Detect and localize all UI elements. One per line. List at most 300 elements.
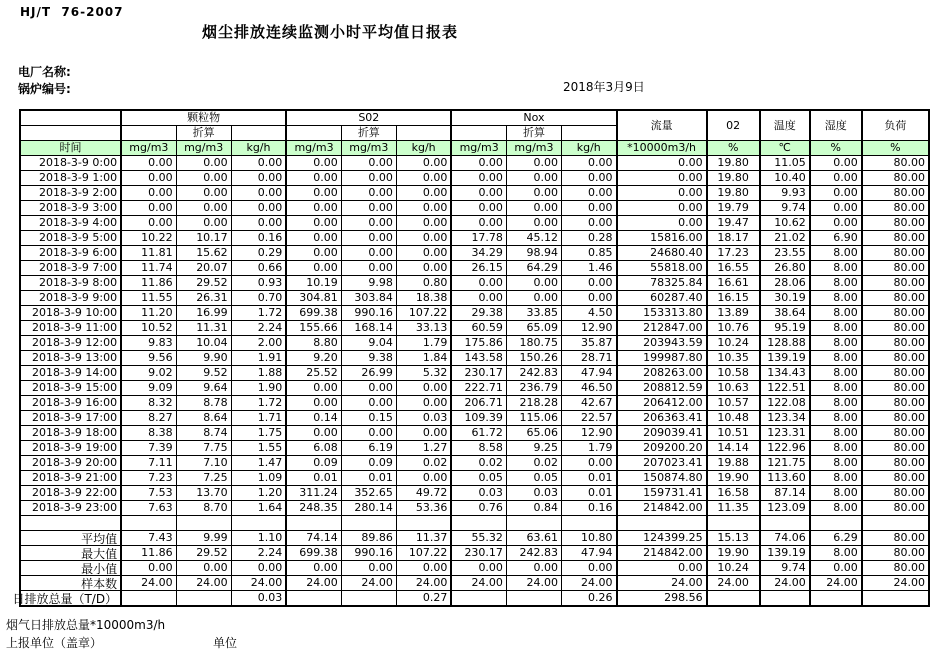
value-cell: 311.24	[286, 486, 341, 501]
value-cell: 0.80	[396, 276, 451, 291]
value-cell: 80.00	[862, 156, 929, 171]
value-cell: 1.09	[231, 471, 286, 486]
value-cell: 25.52	[286, 366, 341, 381]
value-cell: 8.78	[176, 396, 231, 411]
table-row	[20, 351, 929, 366]
summary-row	[20, 576, 929, 591]
value-cell: 95.19	[760, 321, 810, 336]
value-cell: 0.00	[341, 561, 396, 576]
value-cell: 9.04	[341, 336, 396, 351]
value-cell: 24.00	[561, 576, 616, 591]
table-row	[20, 306, 929, 321]
time-cell: 2018-3-9 0:00	[20, 156, 121, 171]
value-cell	[286, 591, 341, 607]
time-cell: 2018-3-9 4:00	[20, 216, 121, 231]
value-cell: 24.00	[451, 576, 506, 591]
value-cell: 26.31	[176, 291, 231, 306]
empty-header-cell	[451, 126, 506, 141]
value-cell: 1.91	[231, 351, 286, 366]
value-cell: 26.15	[451, 261, 506, 276]
value-cell: 63.61	[506, 531, 561, 546]
value-cell: 0.00	[506, 561, 561, 576]
unit-cell: mg/m3	[286, 141, 341, 156]
value-cell: 0.00	[396, 426, 451, 441]
value-cell: 9.93	[760, 186, 810, 201]
value-cell: 208812.59	[617, 381, 707, 396]
value-cell: 109.39	[451, 411, 506, 426]
empty-header-cell	[121, 126, 176, 141]
value-cell: 0.00	[341, 156, 396, 171]
value-cell: 10.57	[707, 396, 760, 411]
value-cell: 10.40	[760, 171, 810, 186]
value-cell: 0.00	[286, 426, 341, 441]
value-cell: 212847.00	[617, 321, 707, 336]
group-header-nox: Nox	[451, 110, 616, 126]
value-cell: 0.00	[286, 231, 341, 246]
value-cell: 29.52	[176, 276, 231, 291]
value-cell: 0.03	[506, 486, 561, 501]
summary-row-label: 最小值	[20, 561, 121, 576]
value-cell: 1.72	[231, 306, 286, 321]
value-cell: 280.14	[341, 501, 396, 516]
time-cell: 2018-3-9 1:00	[20, 171, 121, 186]
value-cell: 1.71	[231, 411, 286, 426]
empty-cell	[20, 516, 121, 531]
value-cell: 139.19	[760, 351, 810, 366]
value-cell: 0.93	[231, 276, 286, 291]
column-header-load: 负荷	[862, 110, 929, 141]
value-cell: 139.19	[760, 546, 810, 561]
value-cell: 47.94	[561, 366, 616, 381]
empty-cell	[810, 516, 862, 531]
value-cell: 122.96	[760, 441, 810, 456]
group-header-so2: S02	[286, 110, 451, 126]
unit-cell: kg/h	[231, 141, 286, 156]
time-column-header: 时间	[20, 141, 121, 156]
value-cell: 8.00	[810, 336, 862, 351]
value-cell: 9.02	[121, 366, 176, 381]
value-cell: 10.80	[561, 531, 616, 546]
value-cell: 9.38	[341, 351, 396, 366]
value-cell: 80.00	[862, 246, 929, 261]
value-cell: 0.00	[561, 276, 616, 291]
value-cell: 123.34	[760, 411, 810, 426]
value-cell: 699.38	[286, 546, 341, 561]
value-cell: 0.00	[176, 171, 231, 186]
empty-cell	[341, 516, 396, 531]
empty-cell	[121, 516, 176, 531]
empty-cell	[286, 516, 341, 531]
value-cell: 10.24	[707, 336, 760, 351]
summary-row-label: 样本数	[20, 576, 121, 591]
value-cell: 0.00	[506, 171, 561, 186]
value-cell: 0.85	[561, 246, 616, 261]
value-cell: 242.83	[506, 546, 561, 561]
value-cell: 0.00	[231, 171, 286, 186]
value-cell: 0.00	[396, 186, 451, 201]
value-cell: 9.25	[506, 441, 561, 456]
value-cell: 80.00	[862, 231, 929, 246]
value-cell: 0.00	[396, 246, 451, 261]
value-cell: 8.58	[451, 441, 506, 456]
table-row	[20, 291, 929, 306]
subheader-converted: 折算	[341, 126, 396, 141]
value-cell: 0.00	[810, 186, 862, 201]
summary-row-label: 最大值	[20, 546, 121, 561]
table-row	[20, 246, 929, 261]
value-cell: 8.00	[810, 366, 862, 381]
value-cell: 80.00	[862, 501, 929, 516]
value-cell: 9.20	[286, 351, 341, 366]
value-cell: 8.00	[810, 276, 862, 291]
unit-cell: kg/h	[396, 141, 451, 156]
value-cell: 6.08	[286, 441, 341, 456]
value-cell: 53.36	[396, 501, 451, 516]
value-cell: 0.00	[396, 261, 451, 276]
value-cell: 0.00	[561, 201, 616, 216]
value-cell: 0.27	[396, 591, 451, 607]
value-cell: 0.01	[286, 471, 341, 486]
value-cell: 10.58	[707, 366, 760, 381]
value-cell: 11.74	[121, 261, 176, 276]
value-cell: 42.67	[561, 396, 616, 411]
value-cell: 0.00	[231, 561, 286, 576]
value-cell: 0.05	[506, 471, 561, 486]
value-cell: 24.00	[506, 576, 561, 591]
table-row	[20, 486, 929, 501]
value-cell: 26.80	[760, 261, 810, 276]
value-cell: 24.00	[231, 576, 286, 591]
value-cell: 0.00	[396, 561, 451, 576]
value-cell: 24.00	[862, 576, 929, 591]
value-cell: 0.00	[286, 246, 341, 261]
value-cell: 0.00	[121, 171, 176, 186]
value-cell: 209200.20	[617, 441, 707, 456]
value-cell: 10.48	[707, 411, 760, 426]
value-cell: 8.00	[810, 441, 862, 456]
table-row	[20, 231, 929, 246]
value-cell: 990.16	[341, 306, 396, 321]
value-cell: 0.00	[121, 216, 176, 231]
value-cell: 8.00	[810, 381, 862, 396]
value-cell: 34.29	[451, 246, 506, 261]
value-cell: 0.00	[506, 276, 561, 291]
value-cell: 7.10	[176, 456, 231, 471]
value-cell: 0.70	[231, 291, 286, 306]
value-cell: 0.00	[286, 216, 341, 231]
value-cell: 0.00	[341, 216, 396, 231]
value-cell: 0.00	[286, 156, 341, 171]
value-cell: 80.00	[862, 441, 929, 456]
value-cell: 80.00	[862, 351, 929, 366]
unit-cell: mg/m3	[451, 141, 506, 156]
value-cell: 0.16	[561, 501, 616, 516]
value-cell: 206.71	[451, 396, 506, 411]
value-cell: 8.27	[121, 411, 176, 426]
value-cell: 175.86	[451, 336, 506, 351]
value-cell: 8.64	[176, 411, 231, 426]
report-table	[12, 109, 930, 607]
value-cell: 80.00	[862, 201, 929, 216]
table-row	[20, 366, 929, 381]
value-cell: 124399.25	[617, 531, 707, 546]
value-cell: 61.72	[451, 426, 506, 441]
value-cell: 159731.41	[617, 486, 707, 501]
value-cell	[760, 591, 810, 607]
value-cell: 8.00	[810, 291, 862, 306]
value-cell: 0.00	[561, 216, 616, 231]
value-cell: 990.16	[341, 546, 396, 561]
value-cell: 0.09	[286, 456, 341, 471]
value-cell: 0.16	[231, 231, 286, 246]
value-cell: 0.00	[396, 171, 451, 186]
value-cell: 1.79	[561, 441, 616, 456]
value-cell: 0.00	[341, 186, 396, 201]
value-cell: 214842.00	[617, 501, 707, 516]
value-cell: 6.29	[810, 531, 862, 546]
value-cell: 80.00	[862, 366, 929, 381]
value-cell: 128.88	[760, 336, 810, 351]
table-row	[20, 186, 929, 201]
value-cell: 0.00	[121, 561, 176, 576]
value-cell: 8.80	[286, 336, 341, 351]
unit-cell: %	[862, 141, 929, 156]
table-row	[20, 456, 929, 471]
value-cell: 7.25	[176, 471, 231, 486]
value-cell: 0.00	[286, 561, 341, 576]
value-cell: 80.00	[862, 276, 929, 291]
value-cell: 8.00	[810, 306, 862, 321]
value-cell: 0.00	[561, 456, 616, 471]
value-cell: 121.75	[760, 456, 810, 471]
unit-cell: kg/h	[561, 141, 616, 156]
value-cell: 122.51	[760, 381, 810, 396]
empty-cell	[561, 516, 616, 531]
value-cell: 10.63	[707, 381, 760, 396]
value-cell: 0.00	[176, 561, 231, 576]
value-cell: 153313.80	[617, 306, 707, 321]
value-cell: 8.00	[810, 501, 862, 516]
value-cell: 80.00	[862, 186, 929, 201]
unit-cell: mg/m3	[121, 141, 176, 156]
value-cell: 0.00	[451, 291, 506, 306]
value-cell: 15816.00	[617, 231, 707, 246]
value-cell: 19.90	[707, 471, 760, 486]
reporting-unit-label: 上报单位（盖章）	[6, 636, 103, 650]
value-cell: 24.00	[396, 576, 451, 591]
value-cell: 13.89	[707, 306, 760, 321]
value-cell: 80.00	[862, 471, 929, 486]
value-cell: 107.22	[396, 306, 451, 321]
value-cell: 0.02	[506, 456, 561, 471]
value-cell: 10.52	[121, 321, 176, 336]
value-cell: 74.14	[286, 531, 341, 546]
value-cell	[810, 591, 862, 607]
value-cell: 9.74	[760, 201, 810, 216]
unit-label: 单位	[213, 636, 238, 650]
time-cell: 2018-3-9 5:00	[20, 231, 121, 246]
value-cell: 0.00	[810, 216, 862, 231]
value-cell: 0.76	[451, 501, 506, 516]
plant-name-label: 电厂名称:	[18, 65, 71, 79]
value-cell: 24.00	[121, 576, 176, 591]
time-cell: 2018-3-9 7:00	[20, 261, 121, 276]
empty-header-cell	[20, 110, 121, 126]
time-cell: 2018-3-9 13:00	[20, 351, 121, 366]
value-cell: 17.23	[707, 246, 760, 261]
empty-cell	[506, 516, 561, 531]
value-cell: 0.00	[341, 171, 396, 186]
value-cell: 9.74	[760, 561, 810, 576]
time-cell: 2018-3-9 22:00	[20, 486, 121, 501]
value-cell: 7.23	[121, 471, 176, 486]
value-cell: 0.84	[506, 501, 561, 516]
value-cell: 80.00	[862, 546, 929, 561]
value-cell: 0.00	[396, 201, 451, 216]
standard-code: HJ/T 76-2007	[20, 5, 124, 19]
value-cell: 80.00	[862, 531, 929, 546]
value-cell: 80.00	[862, 171, 929, 186]
time-cell: 2018-3-9 11:00	[20, 321, 121, 336]
value-cell: 207023.41	[617, 456, 707, 471]
time-cell: 2018-3-9 6:00	[20, 246, 121, 261]
value-cell: 14.14	[707, 441, 760, 456]
value-cell: 30.19	[760, 291, 810, 306]
value-cell: 19.90	[707, 546, 760, 561]
value-cell: 0.00	[231, 216, 286, 231]
empty-header-cell	[286, 126, 341, 141]
value-cell: 1.90	[231, 381, 286, 396]
value-cell: 16.58	[707, 486, 760, 501]
value-cell: 0.00	[810, 171, 862, 186]
value-cell: 168.14	[341, 321, 396, 336]
value-cell: 26.99	[341, 366, 396, 381]
value-cell: 0.26	[561, 591, 616, 607]
table-row	[20, 171, 929, 186]
value-cell: 9.99	[176, 531, 231, 546]
value-cell: 28.71	[561, 351, 616, 366]
value-cell: 180.75	[506, 336, 561, 351]
column-header-humidity: 湿度	[810, 110, 862, 141]
value-cell: 80.00	[862, 426, 929, 441]
value-cell: 38.64	[760, 306, 810, 321]
value-cell: 203943.59	[617, 336, 707, 351]
value-cell: 352.65	[341, 486, 396, 501]
table-row	[20, 156, 929, 171]
table-row	[20, 381, 929, 396]
value-cell: 122.08	[760, 396, 810, 411]
value-cell: 143.58	[451, 351, 506, 366]
unit-cell: %	[707, 141, 760, 156]
value-cell	[176, 591, 231, 607]
time-cell: 2018-3-9 10:00	[20, 306, 121, 321]
value-cell: 0.00	[506, 156, 561, 171]
value-cell: 218.28	[506, 396, 561, 411]
empty-header-cell	[231, 126, 286, 141]
value-cell: 206363.41	[617, 411, 707, 426]
value-cell: 9.83	[121, 336, 176, 351]
value-cell: 7.75	[176, 441, 231, 456]
value-cell: 134.43	[760, 366, 810, 381]
value-cell: 11.86	[121, 276, 176, 291]
value-cell: 47.94	[561, 546, 616, 561]
value-cell: 8.00	[810, 321, 862, 336]
empty-cell	[231, 516, 286, 531]
value-cell: 1.46	[561, 261, 616, 276]
value-cell: 0.00	[506, 216, 561, 231]
value-cell: 19.79	[707, 201, 760, 216]
value-cell: 35.87	[561, 336, 616, 351]
value-cell: 248.35	[286, 501, 341, 516]
value-cell: 18.38	[396, 291, 451, 306]
value-cell: 19.80	[707, 156, 760, 171]
value-cell: 0.01	[561, 471, 616, 486]
value-cell: 0.00	[286, 171, 341, 186]
value-cell: 11.05	[760, 156, 810, 171]
empty-header-cell	[561, 126, 616, 141]
value-cell: 7.63	[121, 501, 176, 516]
value-cell: 0.00	[396, 471, 451, 486]
value-cell: 0.15	[341, 411, 396, 426]
value-cell: 24680.40	[617, 246, 707, 261]
value-cell: 0.00	[810, 201, 862, 216]
value-cell: 0.00	[506, 201, 561, 216]
value-cell: 8.00	[810, 396, 862, 411]
value-cell: 0.01	[341, 471, 396, 486]
value-cell: 28.06	[760, 276, 810, 291]
value-cell	[506, 591, 561, 607]
value-cell: 80.00	[862, 396, 929, 411]
value-cell: 80.00	[862, 321, 929, 336]
value-cell: 98.94	[506, 246, 561, 261]
value-cell: 33.13	[396, 321, 451, 336]
value-cell: 0.00	[286, 186, 341, 201]
time-cell: 2018-3-9 17:00	[20, 411, 121, 426]
value-cell: 1.27	[396, 441, 451, 456]
value-cell: 8.00	[810, 411, 862, 426]
unit-cell: %	[810, 141, 862, 156]
table-row	[20, 441, 929, 456]
value-cell: 10.35	[707, 351, 760, 366]
value-cell: 230.17	[451, 366, 506, 381]
unit-cell: mg/m3	[341, 141, 396, 156]
value-cell: 0.03	[396, 411, 451, 426]
time-cell: 2018-3-9 2:00	[20, 186, 121, 201]
unit-cell: ℃	[760, 141, 810, 156]
value-cell: 22.57	[561, 411, 616, 426]
value-cell: 1.72	[231, 396, 286, 411]
time-cell: 2018-3-9 23:00	[20, 501, 121, 516]
value-cell: 1.10	[231, 531, 286, 546]
value-cell: 236.79	[506, 381, 561, 396]
value-cell: 12.90	[561, 321, 616, 336]
value-cell: 303.84	[341, 291, 396, 306]
value-cell: 55.32	[451, 531, 506, 546]
value-cell: 699.38	[286, 306, 341, 321]
value-cell: 11.55	[121, 291, 176, 306]
summary-row	[20, 591, 929, 607]
column-header-temperature: 温度	[760, 110, 810, 141]
value-cell: 0.00	[341, 261, 396, 276]
value-cell: 80.00	[862, 336, 929, 351]
value-cell: 0.03	[231, 591, 286, 607]
value-cell: 11.37	[396, 531, 451, 546]
value-cell: 1.88	[231, 366, 286, 381]
value-cell: 60287.40	[617, 291, 707, 306]
flue-gas-daily-total-label: 烟气日排放总量*10000m3/h	[6, 618, 166, 632]
value-cell	[862, 591, 929, 607]
empty-cell	[617, 516, 707, 531]
